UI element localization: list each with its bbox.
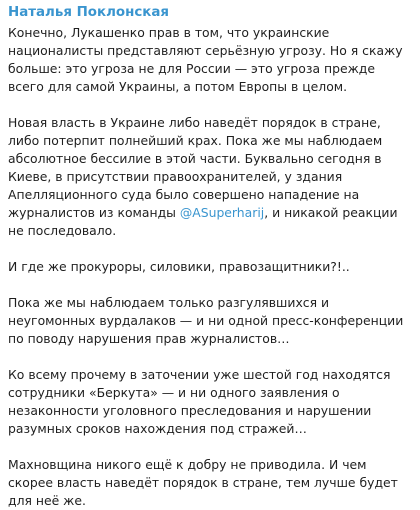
paragraph-3: И где же прокуроры, силовики, правозащитники?!.. [8,259,350,274]
paragraph-2-text-start: Новая власть в Украине либо наведёт порядок в стране, либо потерпит полнейший крах. Пока же мы наблюдаем абсолютное бессилие в этой части. Буквально сегодня в Киеве, в присутствии правоохранителей, у здания Апелляционного суда было совершено нападение на журналистов из команды [8,115,383,220]
paragraph-5: Ко всему прочему в заточении уже шестой год находятся сотрудники «Беркута» — и ни одного заявления о незаконности уголовного преследования и нарушении разумных сроков нахождения под стражей… [8,367,391,436]
paragraph-4: Пока же мы наблюдаем только разгулявшихся и неугомонных вурдалаков — и ни одной пресс-конференции по поводу нарушения прав журналистов… [8,295,404,346]
paragraph-6: Махновщина никого ещё к добру не приводила. И чем скорее власть наведёт порядок в стране, тем лучше будет для неё же. [8,457,398,508]
message-text [8,24,412,510]
paragraph-1: Конечно, Лукашенко прав в том, что украинские националисты представляют серьёзную угрозу. Но я скажу больше: это угроза не для России — это угроза прежде всего для самой Украины, а потом Европы в целом. [8,25,403,94]
author-name[interactable]: Наталья Поклонская [8,5,169,20]
paragraph-2-text-end: , и никакой реакции не последовало. [8,205,398,238]
paragraph-2 [8,114,412,240]
mention-link[interactable]: @ASuperharij [179,205,265,220]
